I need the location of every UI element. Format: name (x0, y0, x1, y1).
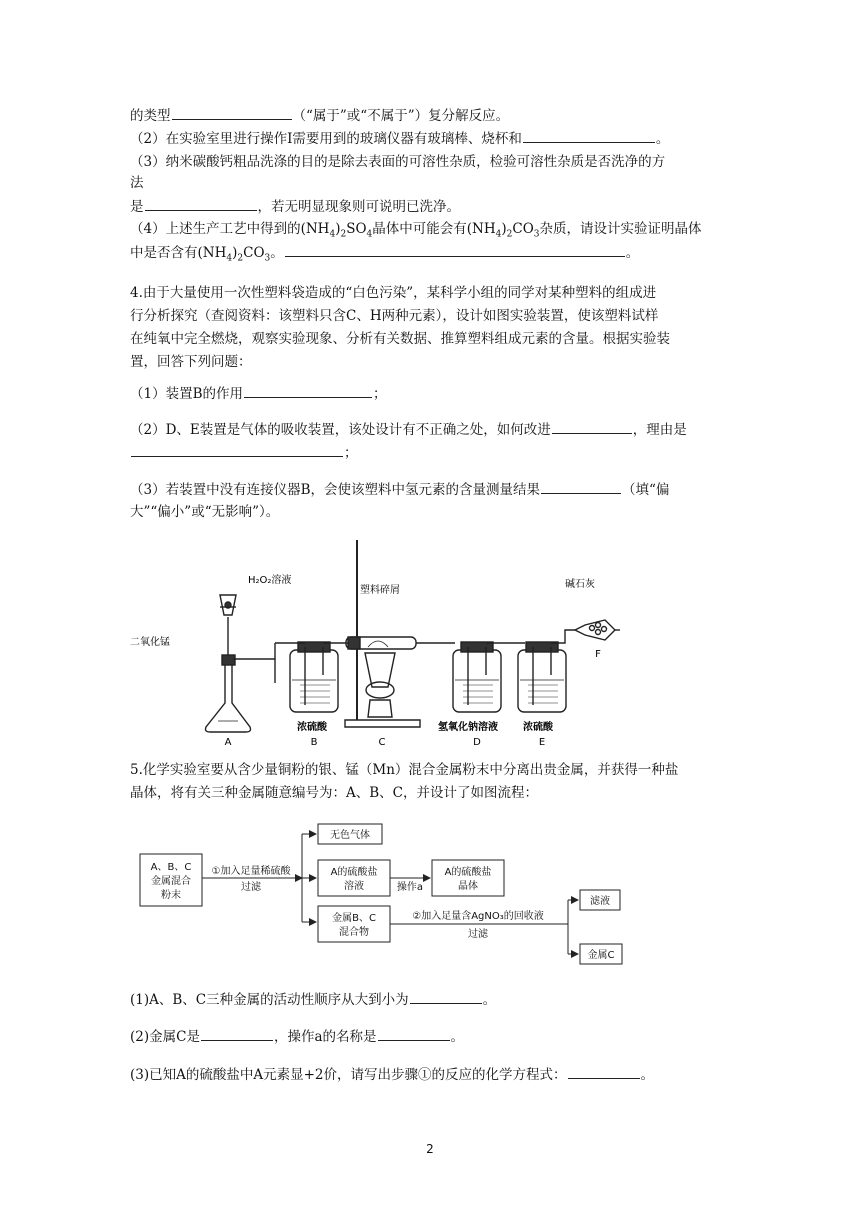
step1-filter-label: 过滤 (241, 882, 261, 893)
answer-blank[interactable] (172, 106, 292, 120)
flask-a (206, 595, 276, 732)
q5-intro-1: 5.化学实验室要从含少量铜粉的银、锰（Mn）混合金属粉末中分离出贵金属，并获得一种盐 (130, 762, 679, 778)
label-mno2: 二氧化锰 (130, 637, 170, 648)
q4-intro-1: 4.由于大量使用一次性塑料袋造成的“白色污染”，某科学小组的同学对某种塑料的组成进 (130, 285, 657, 301)
salt-solution-label-1: A的硫酸盐 (330, 867, 378, 878)
label-c: C (378, 737, 386, 745)
answer-blank[interactable] (541, 480, 621, 494)
start-label-2: 金属混合 (151, 876, 191, 887)
salt-crystal-label-2: 晶体 (458, 881, 478, 892)
answer-blank[interactable] (145, 197, 257, 211)
combustion-tube-c (345, 540, 455, 727)
label-h2o2: H₂O₂溶液 (248, 575, 292, 586)
start-label-1: A、B、C (150, 862, 192, 873)
metal-c-label: 金属C (587, 950, 615, 961)
answer-blank[interactable] (410, 990, 482, 1004)
label-sodalime: 碱石灰 (565, 579, 595, 590)
operation-a-label: 操作a (396, 882, 424, 893)
answer-blank[interactable] (568, 1065, 640, 1079)
q5-part-3: (3)已知A的硫酸盐中A元素显+2价，请写出步骤①的反应的化学方程式： 。 (130, 1067, 655, 1083)
metal-mix-label-1: 金属B、C (332, 913, 376, 924)
answer-blank[interactable] (378, 1027, 450, 1041)
salt-solution-label-2: 溶液 (344, 881, 364, 892)
q4-part-2-cont: ； (130, 443, 358, 463)
label-d: D (473, 737, 481, 745)
q5-part-2: (2)金属C是 ，操作a的名称是 。 (130, 1029, 465, 1045)
label-a: A (224, 737, 232, 745)
separation-flowchart (138, 820, 628, 970)
q3-line-6: （4）上述生产工艺中得到的$(NH_4)_2SO_4$晶体中可能会有$(NH_4)_2CO_3$杂质，请设计实验证明晶体 (130, 221, 702, 240)
bottle-b (275, 642, 355, 712)
answer-blank[interactable] (523, 129, 655, 143)
q3-line-3: （3）纳米碳酸钙粗品洗涤的目的是除去表面的可溶性杂质，检验可溶性杂质是否洗净的方 (130, 154, 666, 170)
q4-part-3-cont: 大”“偏小”或“无影响”）。 (130, 504, 280, 520)
q4-intro-4: 置，回答下列问题： (130, 354, 252, 370)
label-plastic: 塑料碎屑 (360, 585, 400, 596)
answer-blank[interactable] (285, 243, 625, 257)
q4-intro-3: 在纯氧中完全燃烧，观察实验现象、分析有关数据、推算塑料组成元素的含量。根据实验装 (130, 331, 670, 347)
gas-label: 无色气体 (330, 830, 370, 841)
metal-mix-label-2: 混合物 (339, 927, 369, 938)
q3-line-1: 的类型 （“属于”或“不属于”）复分解反应。 (130, 108, 510, 124)
q4-part-1: （1）装置B的作用 ； (130, 386, 387, 402)
step1-label: ①加入足量稀硫酸 (211, 866, 291, 877)
bottle-e (518, 630, 575, 712)
q3-line-4: 法 (130, 175, 144, 191)
label-b-reagent: 浓硫酸 (297, 722, 327, 733)
q3-line-2: （2）在实验室里进行操作Ⅰ需要用到的玻璃仪器有玻璃棒、烧杯和 。 (130, 131, 670, 147)
answer-blank[interactable] (552, 420, 632, 434)
label-e: E (538, 737, 546, 745)
answer-blank[interactable] (131, 443, 343, 457)
step2-filter-label: 过滤 (468, 929, 488, 940)
start-label-3: 粉末 (161, 890, 181, 901)
q5-part-1: (1)A、B、C三种金属的活动性顺序从大到小为 。 (130, 992, 497, 1008)
answer-blank[interactable] (201, 1027, 273, 1041)
q5-intro-2: 晶体，将有关三种金属随意编号为：A、B、C，并设计了如图流程： (130, 785, 538, 801)
label-d-reagent: 氢氧化钠溶液 (438, 722, 498, 733)
label-f: F (595, 649, 601, 660)
salt-crystal-label-1: A的硫酸盐 (444, 867, 492, 878)
label-b: B (310, 737, 318, 745)
q4-part-2: （2）D、E装置是气体的吸收装置，该处设计有不正确之处，如何改进 ，理由是 (130, 422, 687, 438)
label-e-reagent: 浓硫酸 (523, 722, 553, 733)
filtrate-label: 滤液 (590, 896, 610, 907)
bottle-d (453, 642, 525, 712)
drying-tube-f (575, 620, 620, 640)
step2-label: ②加入足量含AgNO₃的回收液 (412, 911, 544, 922)
q4-part-3: （3）若装置中没有连接仪器B，会使该塑料中氢元素的含量测量结果 （填“偏 (130, 482, 670, 498)
q3-line-7: 中是否含有$(NH_4)_2CO_3$。 。 (130, 245, 640, 264)
q3-line-5: 是 ，若无明显现象则可说明已洗净。 (130, 199, 460, 215)
experiment-apparatus-diagram (120, 535, 620, 745)
answer-blank[interactable] (244, 384, 372, 398)
page-number: 2 (426, 1142, 434, 1156)
q4-intro-2: 行分析探究（查阅资料：该塑料只含C、H两种元素），设计如图实验装置，使该塑料试样 (130, 308, 659, 324)
